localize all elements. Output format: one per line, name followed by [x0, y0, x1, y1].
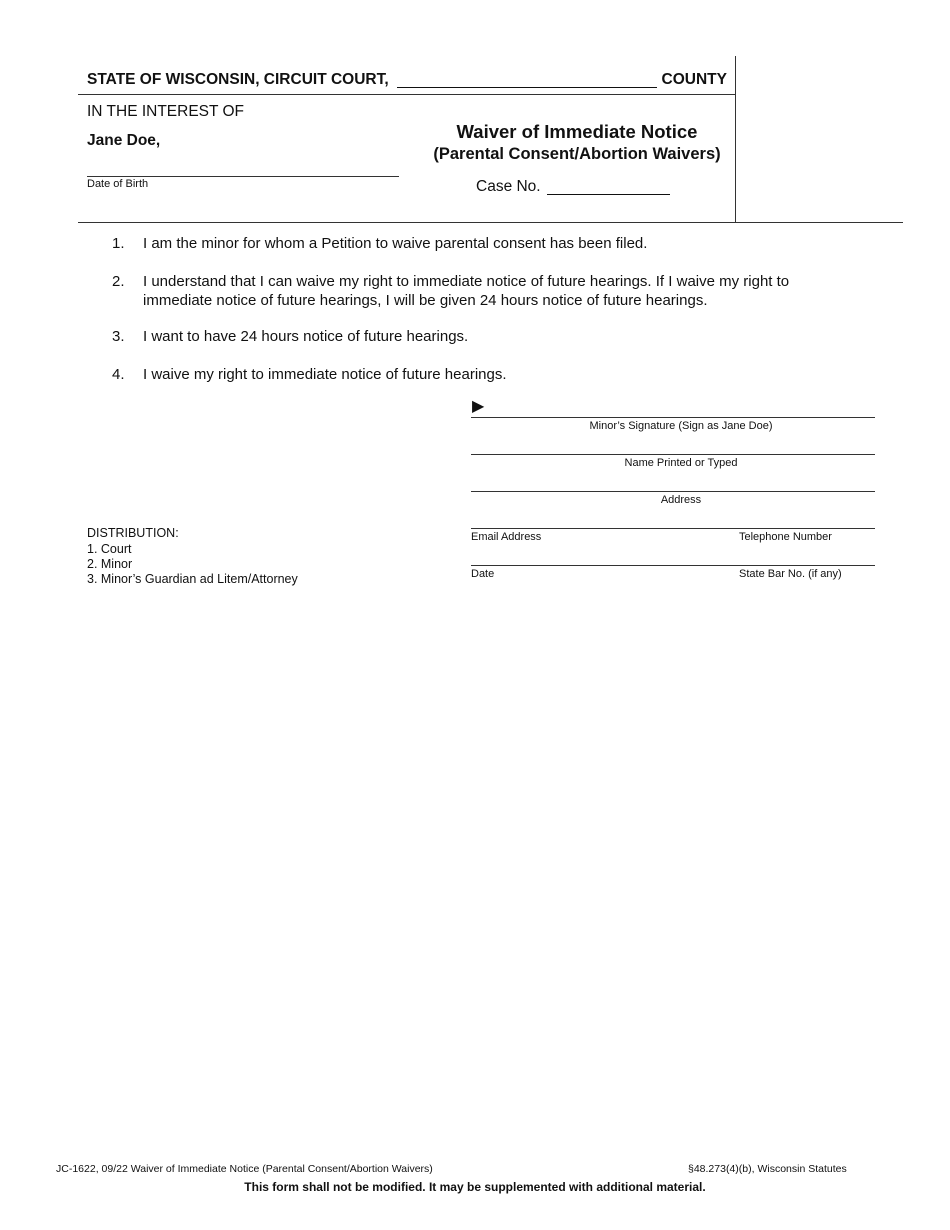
- court-name: STATE OF WISCONSIN, CIRCUIT COURT,: [87, 71, 389, 88]
- form-title: Waiver of Immediate Notice: [456, 121, 698, 142]
- signature-field[interactable]: [471, 417, 875, 418]
- name-field[interactable]: [471, 454, 875, 455]
- date-bar-field[interactable]: [471, 565, 875, 566]
- distribution-item: 2. Minor: [87, 557, 133, 571]
- statement-text: I waive my right to immediate notice of future hearings.: [143, 366, 507, 383]
- dob-field[interactable]: [87, 176, 399, 177]
- statement-number: 3.: [112, 328, 125, 345]
- statute-reference: §48.273(4)(b), Wisconsin Statutes: [688, 1163, 847, 1175]
- form-subtitle: (Parental Consent/Abortion Waivers): [433, 145, 721, 163]
- date-label: Date: [471, 568, 495, 580]
- address-field[interactable]: [471, 491, 875, 492]
- dob-label: Date of Birth: [87, 178, 149, 190]
- case-number-field[interactable]: [547, 194, 670, 195]
- bar-number-label: State Bar No. (if any): [739, 568, 842, 580]
- phone-label: Telephone Number: [739, 531, 832, 543]
- caption-rule-bottom: [78, 222, 903, 223]
- interest-label: IN THE INTEREST OF: [87, 103, 245, 120]
- statement-number: 4.: [112, 366, 125, 383]
- address-label: Address: [660, 494, 702, 506]
- name-label: Name Printed or Typed: [624, 457, 738, 469]
- email-label: Email Address: [471, 531, 542, 543]
- case-number-label: Case No.: [476, 178, 541, 195]
- party-name: Jane Doe,: [87, 132, 161, 149]
- statement-number: 1.: [112, 235, 125, 252]
- statement-text: I understand that I can waive my right to immediate notice of future hearings. If I waive my right to immediate notice of future hearings, I will be given 24 hours notice of future hearings.: [143, 273, 790, 309]
- form-id: JC-1622, 09/22 Waiver of Immediate Notice (Parental Consent/Abortion Waivers): [56, 1163, 433, 1175]
- statement-text: I want to have 24 hours notice of future hearings.: [143, 328, 469, 345]
- signature-label: Minor’s Signature (Sign as Jane Doe): [589, 420, 773, 432]
- distribution-title: DISTRIBUTION:: [87, 526, 179, 540]
- distribution-item: 1. Court: [87, 542, 132, 556]
- caption-divider: [735, 56, 736, 223]
- sign-here-arrow-icon: ▶: [472, 398, 485, 415]
- email-phone-field[interactable]: [471, 528, 875, 529]
- county-label: COUNTY: [661, 71, 727, 88]
- court-caption: [87, 71, 727, 91]
- county-blank[interactable]: [397, 87, 657, 88]
- statement-number: 2.: [112, 273, 125, 290]
- modification-notice: This form shall not be modified. It may be supplemented with additional material.: [244, 1180, 706, 1194]
- caption-rule-top: [78, 94, 736, 95]
- statement-text: I am the minor for whom a Petition to waive parental consent has been filed.: [143, 235, 648, 252]
- distribution-item: 3. Minor’s Guardian ad Litem/Attorney: [87, 572, 298, 586]
